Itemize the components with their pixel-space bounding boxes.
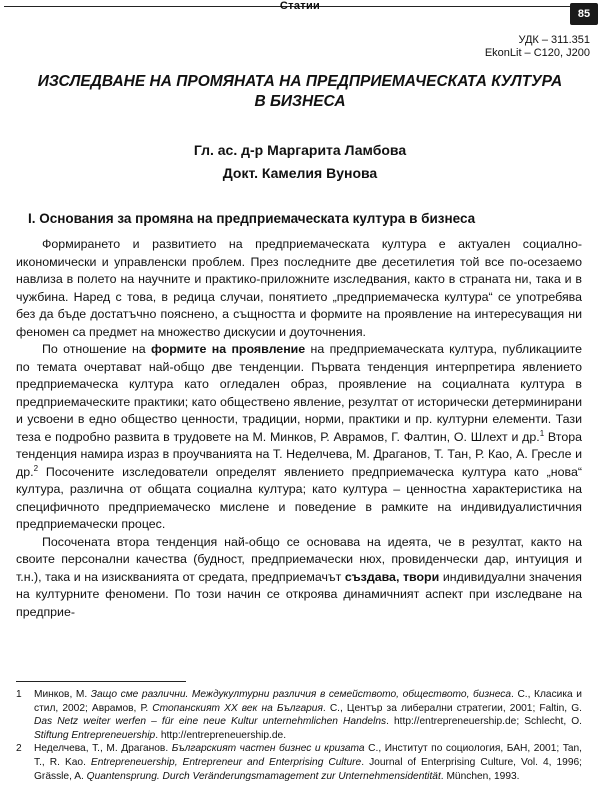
article-body: [16, 236, 582, 621]
footnote-1: 1 Минков, М. Защо сме различни. Междукултурни различия в семейството, обществото, бизнеса. С., Класика и стил, 2002; Аврамов, Р. Стопанският XX век на България. С., Център за либерални стратегии, 2001; Faltin, G. Das Netz weiter werfen – für eine neue Kultur unternehmlichen Handelns. http://entrepreneuership.de; Schlecht, O. Stiftung Entrepreneuership. http://entrepreneuership.de.: [16, 689, 582, 741]
author-2: Докт. Камелия Вунова: [222, 165, 378, 181]
classification-codes: [485, 34, 590, 60]
footnote-mark: 2: [16, 743, 22, 755]
running-head-title: Статии: [279, 0, 321, 12]
econlit-code: EkonLit – C120, J200: [484, 47, 590, 59]
paragraph-3: Посочената втора тенденция най-общо се основава на идеята, че в резултат, както на своите персонални качества (будност, предприемачески нюх, провиденчески дар, интуиция и т.н.), така и на изискванията от средата, предприемачът създава, твори индивидуални значения на културните феномени. По този начин се откроява динамичният аспект при изследване на предприе-: [16, 534, 582, 619]
section-heading: I. Основания за промяна на предприемаческата култура в бизнеса: [28, 211, 476, 226]
udk-code: УДК – 311.351: [518, 34, 590, 46]
paragraph-1: Формирането и развитието на предприемаческата култура е актуален социално-икономически и управленски проблем. През последните две десетилетия той все по-осезаемо навлиза в полето на научните и практико-приложните изследвания, както в страната ни, така и в чужбина. Наред с това, в редица случаи, понятието „предприемаческа култура“ се употребява без да бъде достатъчно пояснено, а същността и формите на проявление на интересуващия ни феномен са предмет на множество дискусии и доуточнения.: [16, 237, 582, 339]
article-title: [10, 72, 590, 112]
footnote-rule: [16, 681, 186, 682]
author-1: Гл. ас. д-р Маргарита Ламбова: [193, 142, 407, 158]
page-number-badge: 85: [570, 3, 598, 25]
article-title-line-2: В БИЗНЕСА: [254, 93, 346, 110]
footnote-ref-2: 2: [33, 463, 39, 473]
emphasis-forms: формите на проявление: [151, 342, 306, 356]
paragraph-2: По отношение на формите на проявление на предприемаческата култура, публикациите по темата очертават най-общо две тенденции. Първата тенденция интерпретира явлението предприемаческа култура като огледален образ, проявление на социалната култура в предприемаческите практики; като обществено явление, резултат от исторически детерминирани и усвоени в едно общество ценности, традиции, норми, практики и пр. културни елементи. Тази теза е подробно развита в трудовете на М. Минков, Р. Аврамов, Г. Фалтин, О. Шлехт и др.$^1$ Втора тенденция намира израз в проучванията на Т. Неделчева, М. Драганов, Т. Тан, Р. Као, А. Гресле и др.$^2$ Посочените изследователи определят явлението предприемаческа култура като „нова“ култура, различна от общата социална култура; като култура – ценностна характеристика на специфичното предприемаческо мислене и поведение в рамките на индивидуалистичния предприемачески процес.: [16, 342, 582, 531]
footnote-ref-1: 1: [539, 428, 545, 438]
emphasis-creates: създава, твори: [344, 569, 440, 584]
article-title-line-1: ИЗСЛЕДВАНЕ НА ПРОМЯНАТА НА ПРЕДПРИЕМАЧЕСКАТА КУЛТУРА: [37, 73, 563, 90]
authors-block: [0, 139, 600, 185]
footnotes: [16, 688, 582, 783]
footnote-mark: 1: [16, 689, 22, 700]
footnote-2: 2 Неделчева, Т., М. Драганов. Българският частен бизнес и кризата С., Институт по социология, БАН, 2001; Tan, T., R. Kao. Entrepreneuership, Entrepreneur and Enterprising Culture. Journal of Enterprising Culture, Vol. 4, 1996; Grässle, A. Quantensprung. Durch Veränderungsmamagement zur Unternehmensidentität. München, 1993.: [16, 743, 583, 782]
